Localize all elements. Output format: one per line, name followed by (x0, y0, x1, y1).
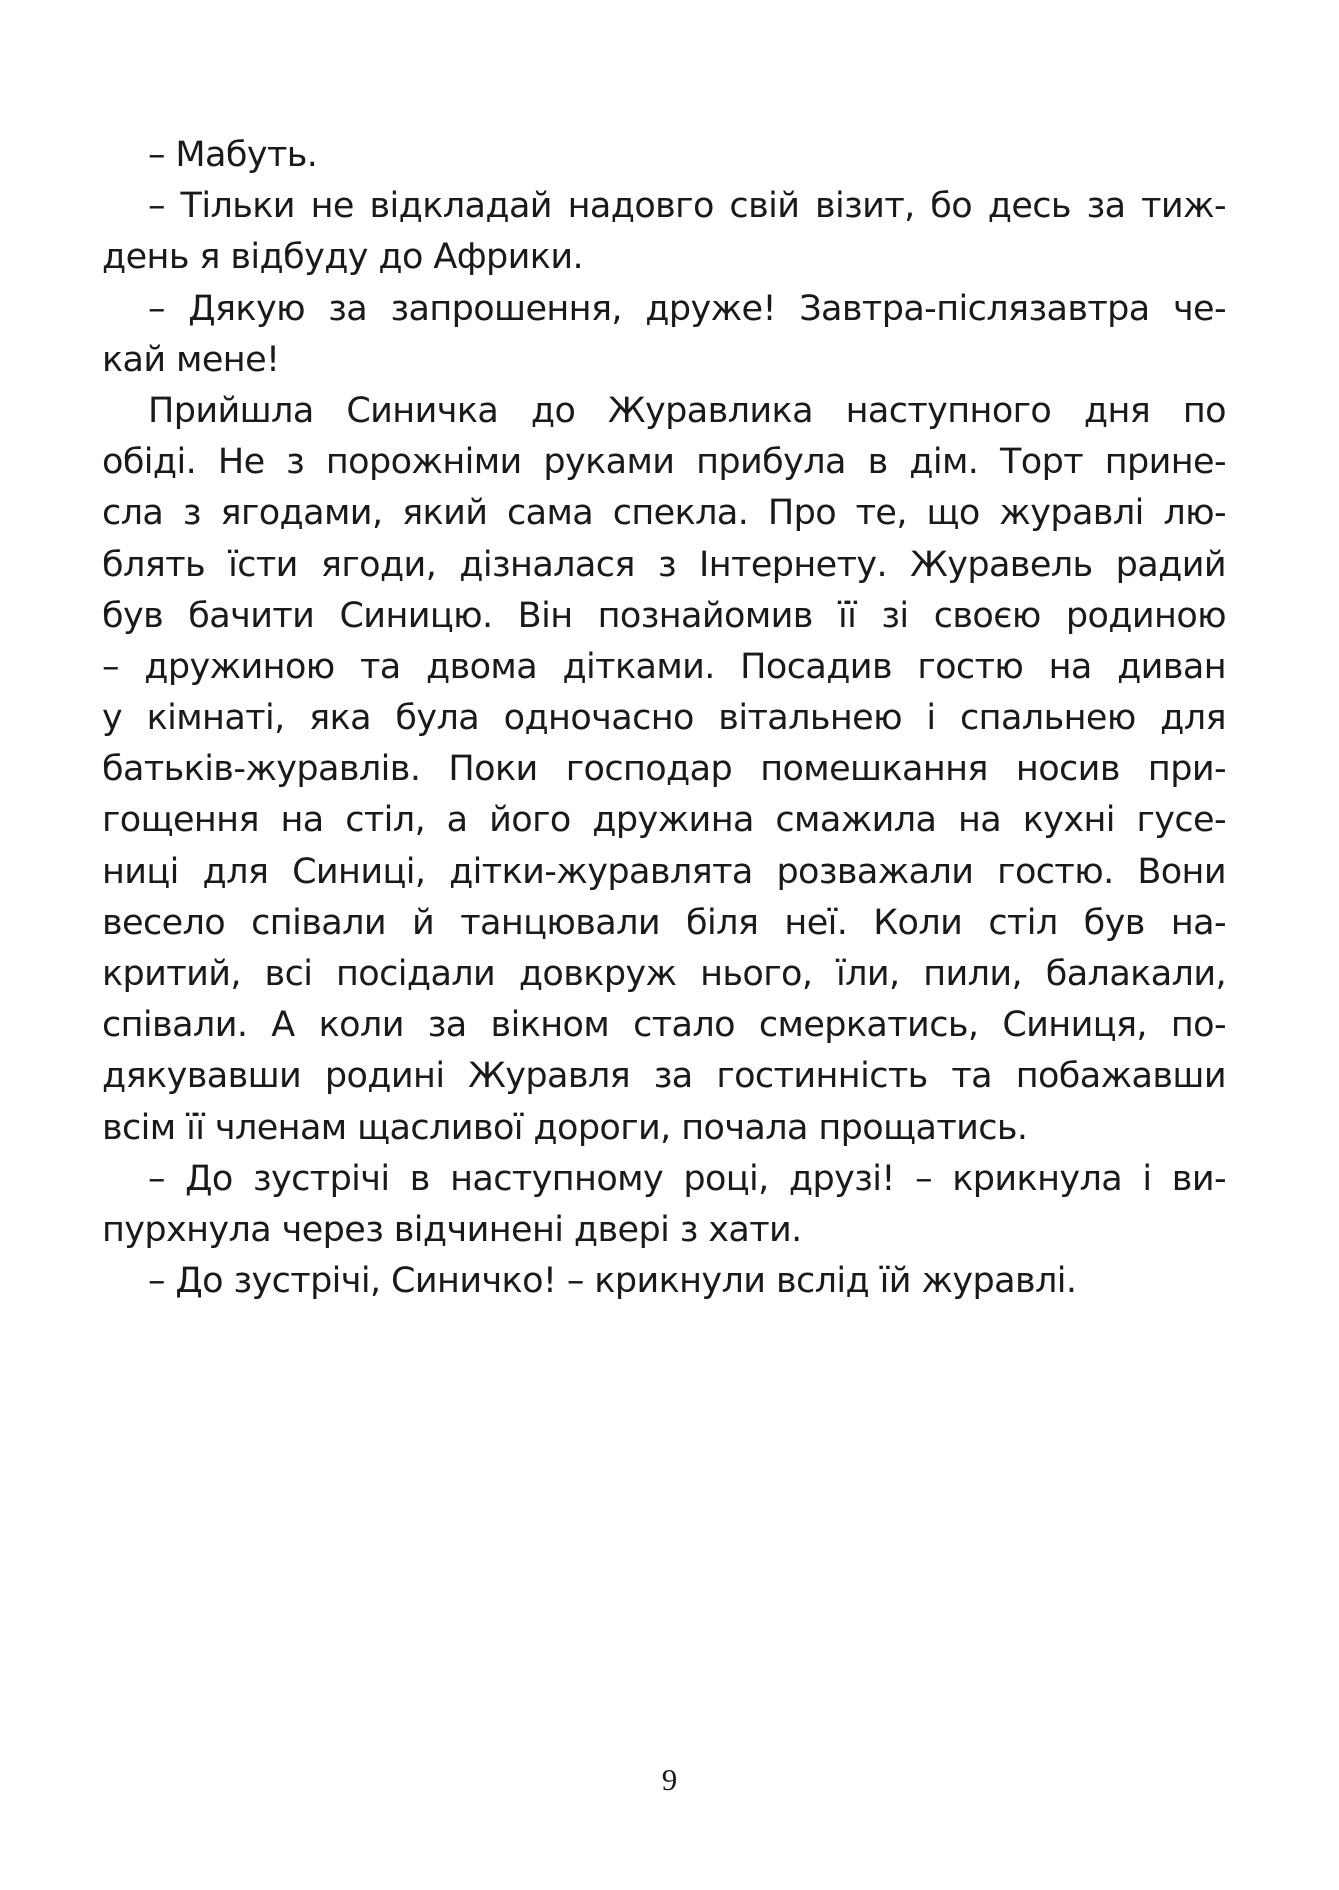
text-line-15: ниці для Синиці, дітки-журавлята розважали гостю. Вони (102, 851, 1226, 892)
text-line-2: – Тільки не відкладай надовго свій візит, бо десь за тиж- (148, 186, 1226, 227)
text-line-17: критий, всі посідали довкруж нього, їли, пили, балакали, (102, 954, 1226, 994)
text-line-6: Прийшла Синичка до Журавлика наступного дня по (148, 390, 1226, 431)
text-line-4: – Дякую за запрошення, друже! Завтра-післязавтра че- (148, 288, 1226, 329)
text-line-18: співали. А коли за вікном стало смеркатись, Синиця, по- (102, 1005, 1226, 1046)
text-line-16: весело співали й танцювали біля неї. Коли стіл був на- (102, 902, 1226, 943)
text-line-22: пурхнула через відчинені двері з хати. (102, 1209, 802, 1250)
text-line-23: – До зустрічі, Синичко! – крикнули вслід їй журавлі. (148, 1261, 1077, 1302)
text-line-13: батьків-журавлів. Поки господар помешкання носив при- (102, 749, 1226, 790)
page-number: 9 (661, 1762, 678, 1797)
text-line-14: гощення на стіл, а його дружина смажила на кухні гусе- (102, 800, 1226, 841)
text-line-8: сла з ягодами, який сама спекла. Про те, що журавлі лю- (102, 493, 1226, 534)
text-line-19: дякувавши родині Журавля за гостинність та побажавши (102, 1056, 1226, 1097)
text-line-3: день я відбуду до Африки. (102, 237, 584, 278)
text-line-7: обіді. Не з порожніми руками прибула в дім. Торт прине- (102, 442, 1226, 483)
page-body (102, 130, 1226, 1307)
text-line-10: був бачити Синицю. Він познайомив її зі своєю родиною (102, 595, 1226, 636)
text-line-11: – дружиною та двома дітками. Посадив гостю на диван (102, 646, 1226, 687)
text-line-1: – Мабуть. (148, 135, 318, 175)
text-line-9: блять їсти ягоди, дізналася з Інтернету. Журавель радий (102, 544, 1226, 585)
text-line-5: кай мене! (102, 339, 280, 380)
text-line-12: у кімнаті, яка була одночасно вітальнею і спальнею для (102, 698, 1226, 739)
text-line-20: всім її членам щасливої дороги, почала прощатись. (102, 1107, 1028, 1148)
text-line-21: – До зустрічі в наступному році, друзі! – крикнула і ви- (148, 1158, 1226, 1199)
